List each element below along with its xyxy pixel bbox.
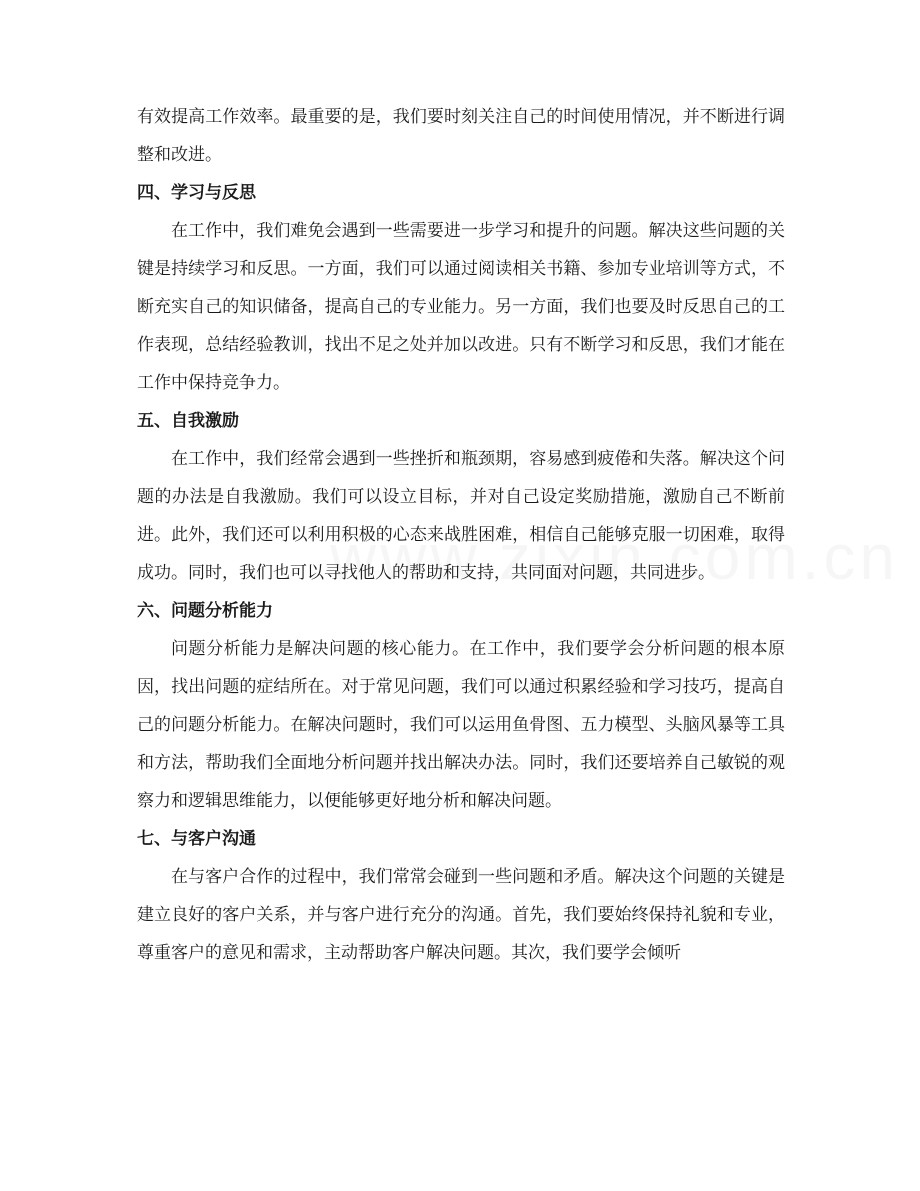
section-paragraph-study: 在工作中，我们难免会遇到一些需要进一步学习和提升的问题。解决这些问题的关键是持续学习和反思。一方面，我们可以通过阅读相关书籍、参加专业培训等方式，不断充实自己的知识储备，提高自己的专业能力。另一方面，我们也要及时反思自己的工作表现，总结经验教训，找出不足之处并加以改进。只有不断学习和反思，我们才能在工作中保持竞争力。 xyxy=(137,221,785,393)
section-heading-customer: 七、与客户沟通 xyxy=(137,829,256,849)
section-heading-motivation: 五、自我激励 xyxy=(137,411,239,431)
section-heading-study: 四、学习与反思 xyxy=(137,183,256,203)
section-heading-analysis: 六、问题分析能力 xyxy=(137,601,273,621)
section-paragraph-customer: 在与客户合作的过程中，我们常常会碰到一些问题和矛盾。解决这个问题的关键是建立良好的客户关系，并与客户进行充分的沟通。首先，我们要始终保持礼貌和专业，尊重客户的意见和需求，主动帮助客户解决问题。其次，我们要学会倾听 xyxy=(137,867,785,963)
intro-paragraph: 有效提高工作效率。最重要的是，我们要时刻关注自己的时间使用情况，并不断进行调整和改进。 xyxy=(137,107,785,165)
section-paragraph-motivation: 在工作中，我们经常会遇到一些挫折和瓶颈期，容易感到疲倦和失落。解决这个问题的办法是自我激励。我们可以设立目标，并对自己设定奖励措施，激励自己不断前进。此外，我们还可以利用积极的心态来战胜困难，相信自己能够克服一切困难，取得成功。同时，我们也可以寻找他人的帮助和支持，共同面对问题，共同进步。 xyxy=(137,449,785,583)
section-paragraph-analysis: 问题分析能力是解决问题的核心能力。在工作中，我们要学会分析问题的根本原因，找出问题的症结所在。对于常见问题，我们可以通过积累经验和学习技巧，提高自己的问题分析能力。在解决问题时，我们可以运用鱼骨图、五力模型、头脑风暴等工具和方法，帮助我们全面地分析问题并找出解决办法。同时，我们还要培养自己敏锐的观察力和逻辑思维能力，以便能够更好地分析和解决问题。 xyxy=(137,639,785,811)
document-body xyxy=(137,98,785,972)
